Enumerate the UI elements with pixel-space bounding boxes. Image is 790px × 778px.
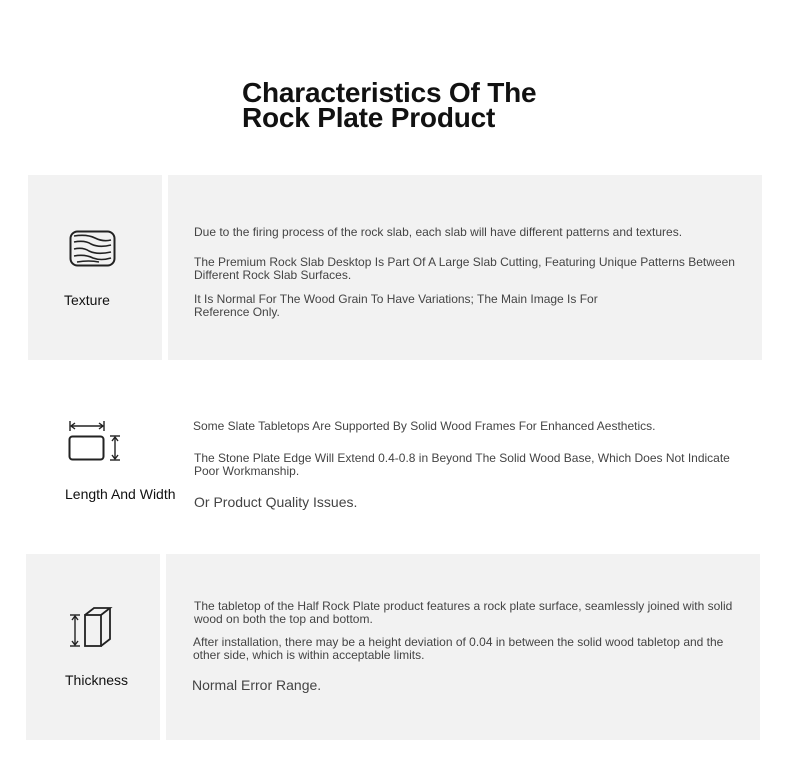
wood-grain-icon [69,230,116,267]
thickness-label: Thickness [65,672,129,688]
texture-icon-panel [28,175,162,360]
title-line-1: Characteristics Of The [242,77,537,108]
dimensions-icon [68,420,124,464]
thickness-icon [68,606,114,648]
texture-paragraph-2: The Premium Rock Slab Desktop Is Part Of A Large Slab Cutting, Featuring Unique Patterns Between Different Rock Slab Surfaces. [194,255,735,282]
thickness-paragraph-3: Normal Error Range. [192,677,322,693]
length-width-label: Length And Width [65,486,176,502]
texture-paragraph-3: It Is Normal For The Wood Grain To Have Variations; The Main Image Is For Reference Only. [194,292,598,319]
title-line-2: Rock Plate Product [242,102,496,133]
texture-paragraph-1: Due to the firing process of the rock slab, each slab will have different patterns and textures. [194,225,683,239]
page-title [242,77,602,133]
length-width-paragraph-3: Or Product Quality Issues. [194,494,358,510]
texture-label: Texture [64,292,110,308]
thickness-paragraph-1: The tabletop of the Half Rock Plate product features a rock plate surface, seamlessly joined with solid wood on both the top and bottom. [194,599,733,626]
length-width-paragraph-1: Some Slate Tabletops Are Supported By Solid Wood Frames For Enhanced Aesthetics. [193,419,656,433]
length-width-paragraph-2: The Stone Plate Edge Will Extend 0.4-0.8 in Beyond The Solid Wood Base, Which Does Not Indicate Poor Workmanship. [194,451,730,478]
thickness-paragraph-2: After installation, there may be a height deviation of 0.04 in between the solid wood tabletop and the other side, which is within acceptable limits. [193,635,724,662]
